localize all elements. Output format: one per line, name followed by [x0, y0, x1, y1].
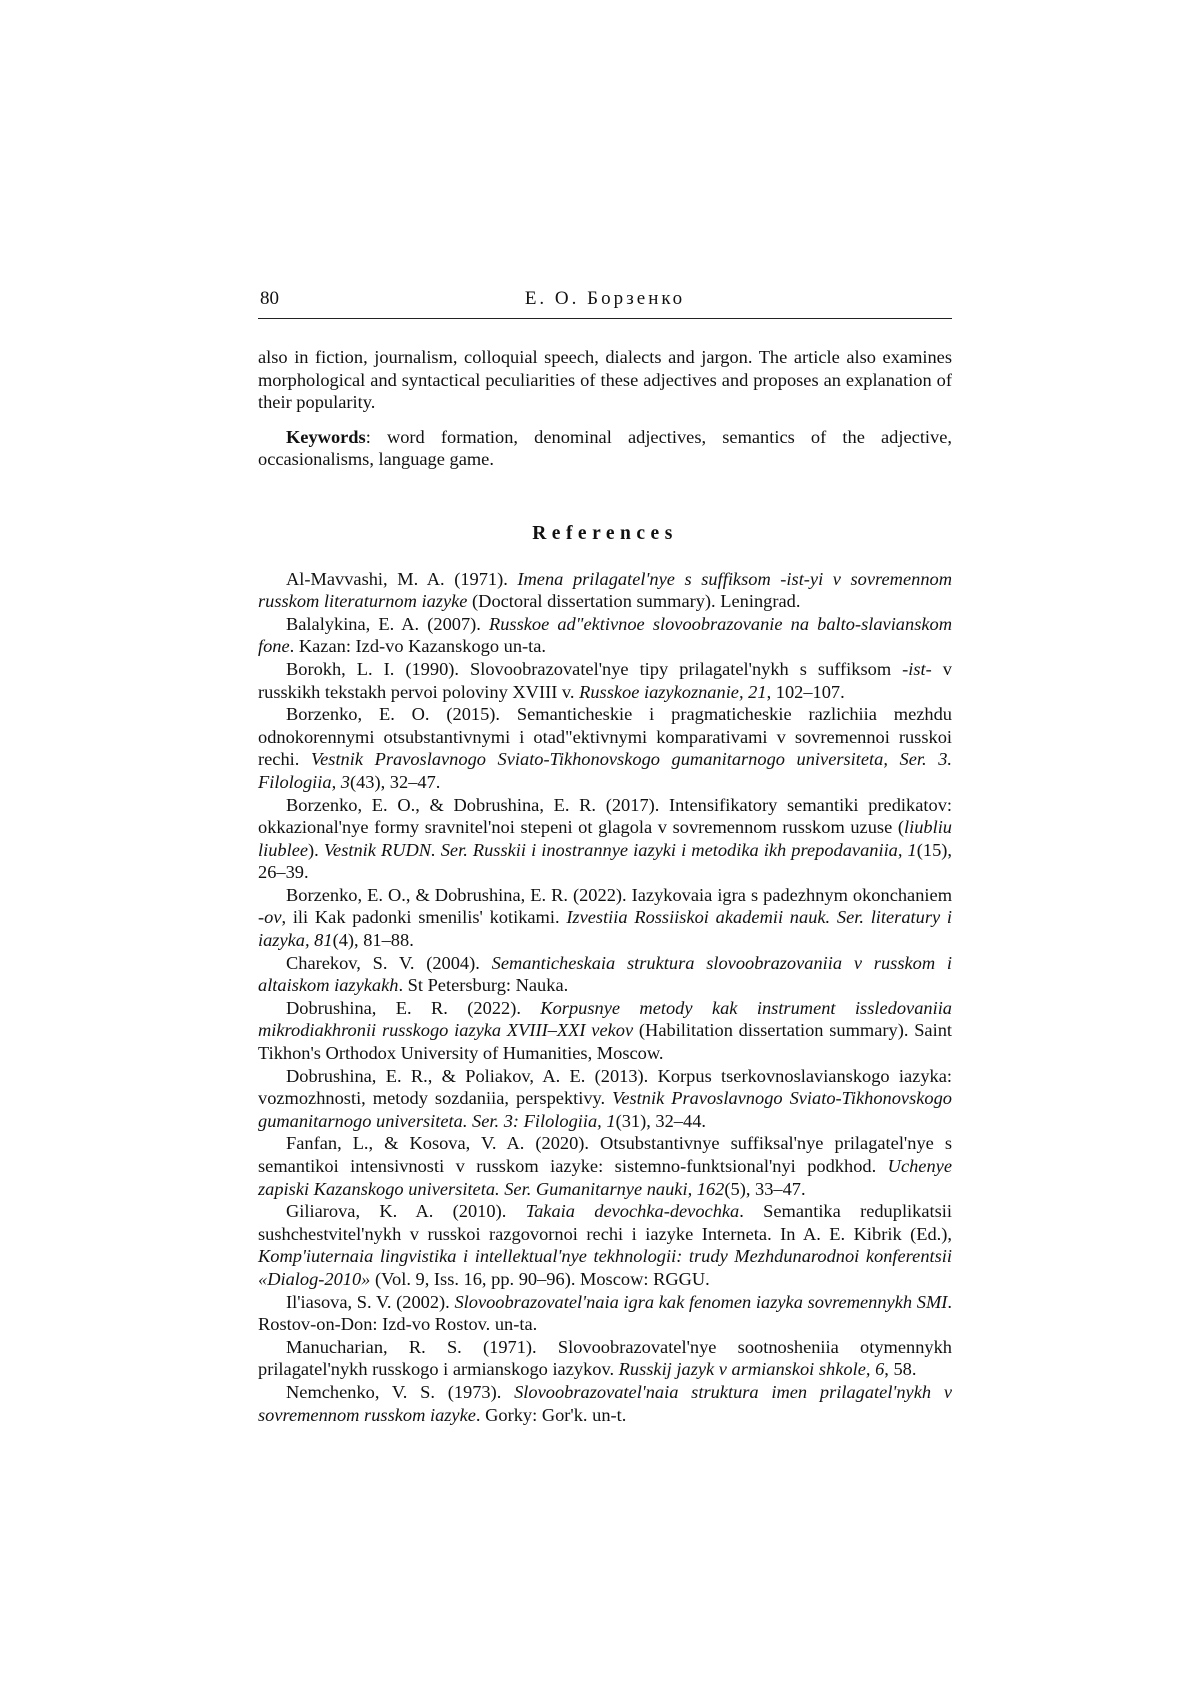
reference-item: Fanfan, L., & Kosova, V. A. (2020). Otsubstantivnye suffiksal'nye prilagatel'nye s semantikoi intensivnosti v russkom iazyke: sistemno-funktsional'nyi podkhod. Uchenye zapiski Kazanskogo universiteta. Ser. Gumanitarnye nauki, 162(5), 33–47. — [258, 1133, 952, 1199]
reference-item: Borzenko, E. O., & Dobrushina, E. R. (2017). Intensifikatory semantiki predikatov: okkazional'nye formy sravnitel'noi stepeni ot glagola v sovremennom russkom uzuse (liubliu liublee). Vestnik RUDN. Ser. Russkii i inostrannye iazyki i metodika ikh prepodavaniia, 1(15), 26–39. — [258, 794, 952, 883]
reference-item: Borokh, L. I. (1990). Slovoobrazovatel'nye tipy prilagatel'nykh s suffiksom -ist- v russkikh tekstakh pervoi poloviny XVIII v. Russkoe iazykoznanie, 21, 102–107. — [258, 658, 952, 702]
references-list — [258, 568, 952, 1427]
page-content — [258, 346, 952, 1426]
page-number: 80 — [260, 288, 279, 309]
reference-item: Nemchenko, V. S. (1973). Slovoobrazovatel'naia struktura imen prilagatel'nykh v sovremennom russkom iazyke. Gorky: Gor'k. un-t. — [258, 1381, 952, 1425]
reference-item: Dobrushina, E. R., & Poliakov, A. E. (2013). Korpus tserkovnoslavianskogo iazyka: vozmozhnosti, metody sozdaniia, perspektivy. Vestnik Pravoslavnogo Sviato-Tikhonovskogo gumanitarnogo universiteta. Ser. 3: Filologiia, 1(31), 32–44. — [258, 1065, 952, 1131]
abstract-text: also in fiction, journalism, colloquial speech, dialects and jargon. The article also examines morphological and syntactical peculiarities of these adjectives and proposes an explanation of their popularity. — [258, 347, 952, 413]
reference-item: Giliarova, K. A. (2010). Takaia devochka-devochka. Semantika reduplikatsii sushchestvitel'nykh v russkoi razgovornoi rechi i iazyke Interneta. In A. E. Kibrik (Ed.), Komp'iuternaia lingvistika i intellektual'nye tekhnologii: trudy Mezhdunarodnoi konferentsii «Dialog-2010» (Vol. 9, Iss. 16, pp. 90–96). Moscow: RGGU. — [258, 1201, 953, 1289]
reference-item: Al-Mavvashi, M. A. (1971). Imena prilagatel'nye s suffiksom -ist-yi v sovremennom russkom literaturnom iazyke (Doctoral dissertation summary). Leningrad. — [258, 568, 952, 612]
reference-item: Borzenko, E. O. (2015). Semanticheskie i pragmaticheskie razlichiia mezhdu odnokorennymi otsubstantivnymi i otad"ektivnymi komparativami v sovremennoi russkoi rechi. Vestnik Pravoslavnogo Sviato-Tikhonovskogo gumanitarnogo universiteta, Ser. 3. Filologiia, 3(43), 32–47. — [258, 704, 952, 792]
reference-item: Dobrushina, E. R. (2022). Korpusnye metody kak instrument issledovaniia mikrodiakhronii russkogo iazyka XVIII–XXI vekov (Habilitation dissertation summary). Saint Tikhon's Orthodox University of Humanities, Moscow. — [258, 997, 952, 1064]
keywords-label: Keywords — [286, 426, 366, 447]
keywords-text: : word formation, denominal adjectives, semantics of the adjective, occasionalisms, language game. — [258, 426, 952, 470]
running-title: Е. О. Борзенко — [524, 288, 686, 309]
reference-item: Balalykina, E. A. (2007). Russkoe ad"ektivnoe slovoobrazovanie na balto-slavianskom fone. Kazan: Izd-vo Kazanskogo un-ta. — [258, 613, 952, 657]
reference-item: Borzenko, E. O., & Dobrushina, E. R. (2022). Iazykovaia igra s padezhnym okonchaniem -ov, ili Kak padonki smenilis' kotikami. Izvestiia Rossiiskoi akademii nauk. Ser. literatury i iazyka, 81(4), 81–88. — [258, 884, 953, 951]
keywords-paragraph — [258, 426, 952, 471]
reference-item: Il'iasova, S. V. (2002). Slovoobrazovatel'naia igra kak fenomen iazyka sovremennykh SMI. Rostov-on-Don: Izd-vo Rostov. un-ta. — [258, 1291, 952, 1335]
reference-item: Charekov, S. V. (2004). Semanticheskaia struktura slovoobrazovaniia v russkom i altaiskom iazykakh. St Petersburg: Nauka. — [258, 952, 953, 996]
reference-item: Manucharian, R. S. (1971). Slovoobrazovatel'nye sootnosheniia otymennykh prilagatel'nykh russkogo i armianskogo iazykov. Russkij jazyk v armianskoi shkole, 6, 58. — [258, 1336, 952, 1380]
references-heading: References — [532, 522, 678, 544]
page-header — [258, 288, 952, 319]
